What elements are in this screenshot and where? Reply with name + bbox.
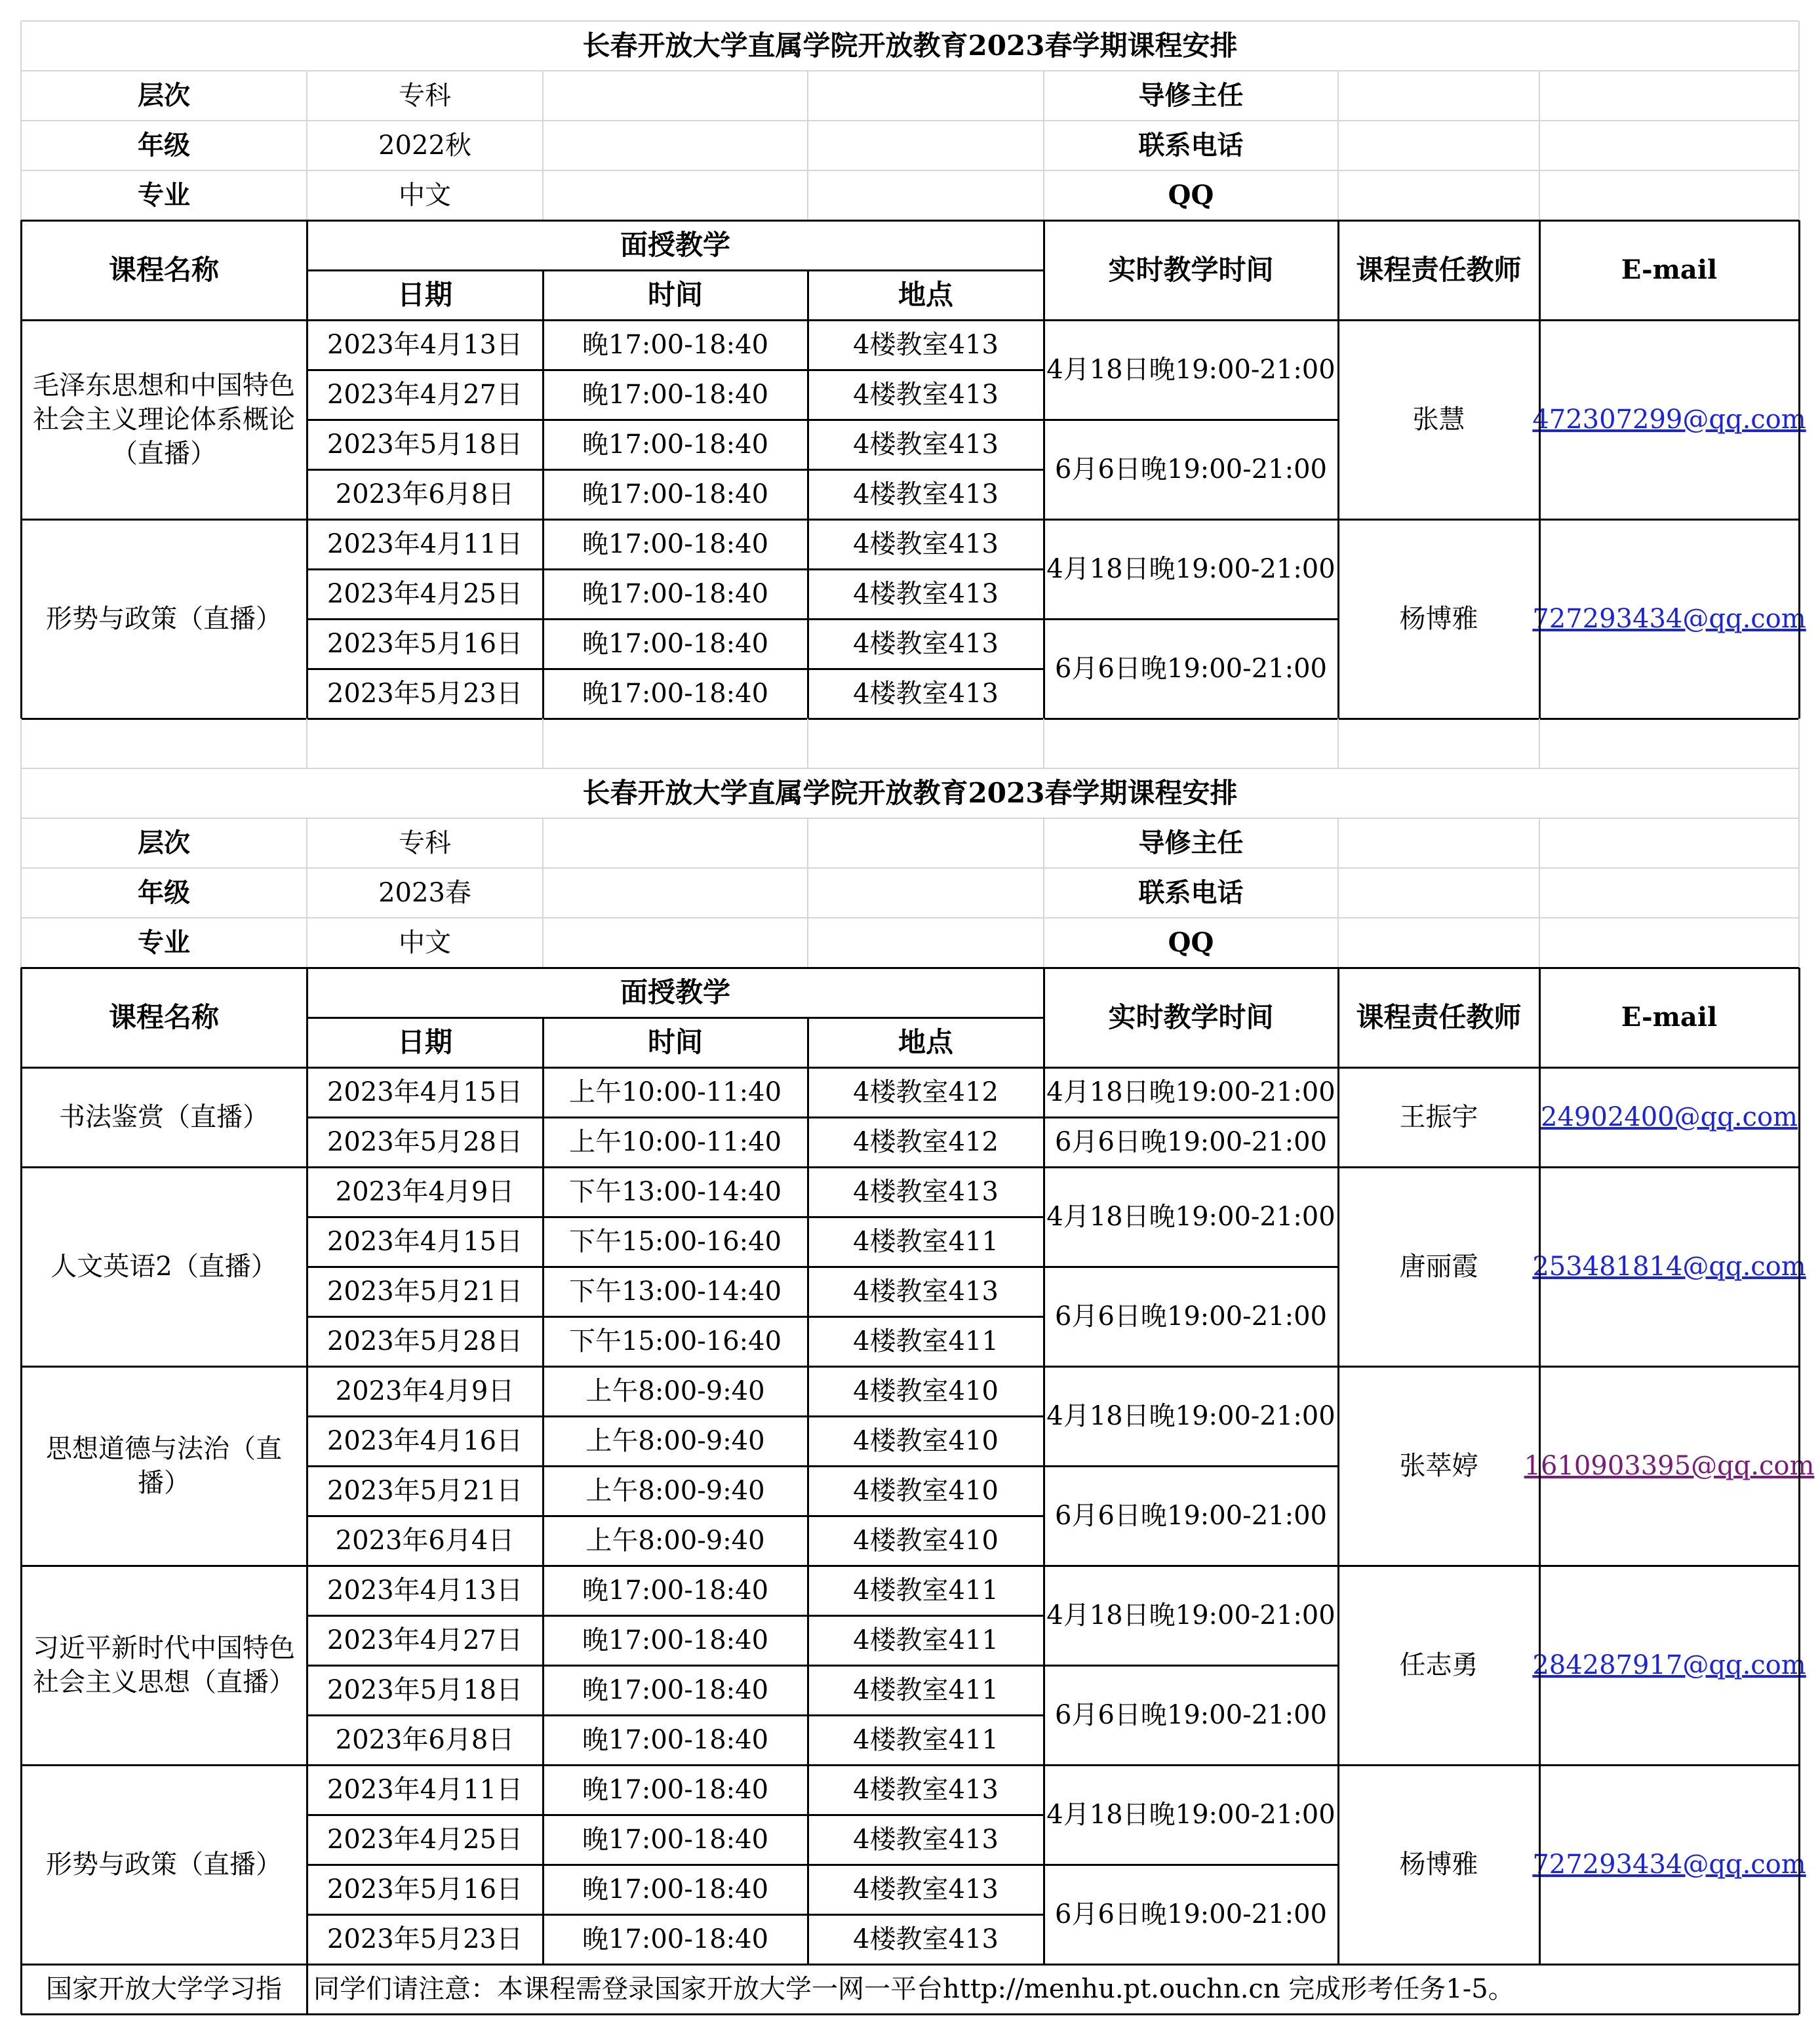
email-link[interactable]: 727293434@qq.com [1532, 604, 1806, 634]
horizontal-rule [307, 1266, 1044, 1268]
vertical-rule [1337, 1067, 1339, 1167]
horizontal-rule [1044, 1864, 1338, 1866]
session-date: 2023年4月9日 [335, 1177, 515, 1207]
horizontal-rule [1044, 1665, 1338, 1667]
vertical-rule [807, 818, 808, 968]
session-date: 2023年5月18日 [326, 429, 523, 460]
session-time: 晚17:00-18:40 [582, 1725, 769, 1755]
horizontal-rule [307, 568, 1044, 570]
session-date: 2023年6月8日 [335, 479, 515, 509]
vertical-rule [306, 519, 308, 719]
session-time: 下午13:00-14:40 [568, 1276, 782, 1307]
horizontal-rule [1044, 618, 1338, 620]
vertical-rule [20, 968, 22, 2014]
session-date: 2023年4月25日 [326, 579, 523, 609]
session-date: 2023年6月4日 [335, 1526, 515, 1556]
vertical-rule [1337, 1167, 1339, 1366]
realtime-slot: 4月18日晚19:00-21:00 [1046, 1800, 1335, 1830]
horizontal-rule [21, 1067, 1799, 1069]
course-teacher: 张慧 [1412, 405, 1465, 435]
session-date: 2023年4月13日 [326, 1575, 523, 1606]
horizontal-rule [307, 1914, 1044, 1916]
vertical-rule [807, 1765, 809, 1964]
realtime-slot: 4月18日晚19:00-21:00 [1046, 1401, 1335, 1431]
session-place: 4楼教室413 [853, 579, 999, 609]
course-email[interactable] [1532, 1765, 1806, 1964]
vertical-rule [1539, 1067, 1541, 1167]
header-date: 日期 [397, 278, 452, 311]
info-right-label: 联系电话 [1138, 130, 1244, 161]
horizontal-rule [307, 1665, 1044, 1667]
header-email: E-mail [1621, 254, 1718, 285]
info-label: 年级 [138, 130, 190, 161]
realtime-slot: 4月18日晚19:00-21:00 [1046, 355, 1335, 385]
vertical-rule [542, 1018, 544, 1067]
session-place: 4楼教室411 [853, 1326, 999, 1356]
realtime-slot: 6月6日晚19:00-21:00 [1055, 1301, 1327, 1332]
course-name: 思想道德与法治（直播） [46, 1434, 282, 1498]
session-time: 上午8:00-9:40 [585, 1426, 765, 1456]
session-date: 2023年5月16日 [326, 1874, 523, 1905]
horizontal-rule [307, 1116, 1044, 1118]
vertical-rule [306, 220, 308, 320]
session-time: 上午10:00-11:40 [568, 1077, 782, 1107]
vertical-rule [807, 1067, 809, 1167]
horizontal-rule [21, 319, 1799, 321]
session-date: 2023年6月8日 [335, 1725, 515, 1755]
session-date: 2023年4月11日 [326, 1775, 523, 1805]
session-place: 4楼教室413 [853, 1177, 999, 1207]
header-place: 地点 [898, 1025, 953, 1058]
vertical-rule [1539, 320, 1541, 519]
vertical-rule [1043, 320, 1045, 519]
vertical-rule [807, 320, 809, 519]
header-face-teaching: 面授教学 [620, 228, 730, 261]
horizontal-rule [307, 269, 1044, 271]
footer-note: 同学们请注意：本课程需登录国家开放大学一网一平台http://menhu.pt.ouchn.cn 完成形考任务1-5。 [313, 1974, 1514, 2004]
info-label: 层次 [138, 827, 190, 858]
vertical-rule [306, 1167, 308, 1366]
session-date: 2023年5月21日 [326, 1476, 523, 1506]
course-email[interactable] [1539, 1067, 1799, 1167]
header-course-name: 课程名称 [108, 253, 219, 286]
horizontal-rule [21, 220, 1799, 222]
session-place: 4楼教室413 [853, 1276, 999, 1307]
vertical-rule [306, 320, 308, 519]
session-time: 晚17:00-18:40 [582, 1924, 769, 1954]
vertical-rule [1043, 1366, 1045, 1566]
horizontal-rule [1044, 419, 1338, 421]
vertical-rule [306, 1765, 308, 1964]
vertical-rule [542, 719, 544, 768]
session-time: 上午8:00-9:40 [585, 1376, 765, 1406]
session-time: 下午15:00-16:40 [568, 1227, 782, 1257]
session-date: 2023年5月16日 [326, 629, 523, 659]
session-time: 上午8:00-9:40 [585, 1526, 765, 1556]
session-date: 2023年4月16日 [326, 1426, 523, 1456]
course-email[interactable] [1532, 519, 1806, 719]
info-right-label: QQ [1168, 927, 1214, 958]
horizontal-rule [307, 369, 1044, 371]
horizontal-rule [21, 967, 1799, 969]
horizontal-rule [1044, 1465, 1338, 1467]
session-place: 4楼教室413 [853, 1874, 999, 1905]
realtime-slot: 6月6日晚19:00-21:00 [1055, 454, 1327, 484]
session-place: 4楼教室413 [853, 679, 999, 709]
vertical-rule [807, 519, 809, 719]
course-teacher: 任志勇 [1399, 1650, 1478, 1680]
horizontal-rule [21, 519, 1799, 521]
session-date: 2023年5月23日 [326, 1924, 523, 1954]
info-value: 2023春 [378, 878, 471, 908]
session-date: 2023年5月21日 [326, 1276, 523, 1307]
vertical-rule [1798, 220, 1800, 719]
course-teacher: 王振宇 [1399, 1102, 1478, 1132]
vertical-rule [1043, 719, 1044, 768]
horizontal-rule [21, 1764, 1799, 1766]
schedule-title: 长春开放大学直属学院开放教育2023春学期课程安排 [582, 776, 1238, 809]
session-date: 2023年5月23日 [326, 679, 523, 709]
session-time: 晚17:00-18:40 [582, 1625, 769, 1655]
session-place: 4楼教室410 [853, 1476, 999, 1506]
session-time: 晚17:00-18:40 [582, 429, 769, 460]
session-time: 晚17:00-18:40 [582, 380, 769, 410]
session-date: 2023年5月18日 [326, 1675, 523, 1705]
vertical-rule [1043, 968, 1045, 1067]
vertical-rule [1539, 818, 1540, 968]
horizontal-rule [1044, 1266, 1338, 1268]
vertical-rule [1043, 220, 1045, 320]
session-date: 2023年4月9日 [335, 1376, 515, 1406]
vertical-rule [1337, 719, 1339, 768]
horizontal-rule [307, 1814, 1044, 1816]
info-value: 中文 [399, 180, 451, 210]
session-place: 4楼教室410 [853, 1426, 999, 1456]
vertical-rule [306, 1067, 308, 1167]
session-time: 晚17:00-18:40 [582, 330, 769, 360]
horizontal-rule [307, 618, 1044, 620]
session-date: 2023年5月28日 [326, 1127, 523, 1157]
vertical-rule [306, 1366, 308, 1566]
header-realtime: 实时教学时间 [1108, 253, 1274, 286]
session-place: 4楼教室411 [853, 1575, 999, 1606]
course-email[interactable] [1532, 1566, 1806, 1765]
vertical-rule [1539, 71, 1540, 220]
session-time: 上午10:00-11:40 [568, 1127, 782, 1157]
realtime-slot: 6月6日晚19:00-21:00 [1055, 1501, 1327, 1531]
realtime-slot: 4月18日晚19:00-21:00 [1046, 1600, 1335, 1630]
vertical-rule [306, 719, 307, 768]
session-time: 晚17:00-18:40 [582, 1675, 769, 1705]
vertical-rule [1337, 220, 1339, 320]
vertical-rule [807, 270, 809, 320]
horizontal-rule [21, 2013, 1799, 2015]
session-place: 4楼教室412 [853, 1127, 999, 1157]
vertical-rule [542, 270, 544, 320]
realtime-slot: 6月6日晚19:00-21:00 [1055, 1127, 1327, 1157]
session-place: 4楼教室413 [853, 330, 999, 360]
session-time: 上午8:00-9:40 [585, 1476, 765, 1506]
info-right-label: 联系电话 [1138, 877, 1244, 908]
session-place: 4楼教室413 [853, 629, 999, 659]
session-place: 4楼教室410 [853, 1526, 999, 1556]
vertical-rule [1539, 719, 1540, 768]
vertical-rule [1043, 519, 1045, 719]
session-time: 晚17:00-18:40 [582, 1775, 769, 1805]
session-date: 2023年4月15日 [326, 1077, 523, 1107]
horizontal-rule [307, 469, 1044, 471]
horizontal-rule [307, 1017, 1044, 1019]
session-place: 4楼教室413 [853, 479, 999, 509]
horizontal-rule [21, 1964, 1799, 1966]
session-place: 4楼教室411 [853, 1227, 999, 1257]
vertical-rule [1043, 1566, 1045, 1765]
vertical-rule [1798, 719, 1800, 768]
session-place: 4楼教室413 [853, 380, 999, 410]
vertical-rule [1539, 220, 1541, 320]
horizontal-rule [307, 419, 1044, 421]
info-value: 专科 [399, 828, 451, 858]
vertical-rule [542, 1765, 544, 1964]
vertical-rule [807, 1018, 809, 1067]
vertical-rule [1043, 1067, 1045, 1167]
course-email[interactable] [1524, 1366, 1815, 1566]
vertical-rule [1337, 1765, 1339, 1964]
info-label: 专业 [138, 180, 190, 210]
session-date: 2023年4月25日 [326, 1825, 523, 1855]
horizontal-rule [307, 1415, 1044, 1417]
course-name: 书法鉴赏（直播） [59, 1102, 269, 1132]
email-link[interactable]: 284287917@qq.com [1532, 1650, 1806, 1680]
session-time: 晚17:00-18:40 [582, 679, 769, 709]
vertical-rule [1539, 519, 1541, 719]
session-time: 晚17:00-18:40 [582, 1825, 769, 1855]
horizontal-rule [21, 718, 1799, 720]
info-value: 专科 [399, 81, 451, 111]
session-time: 下午15:00-16:40 [568, 1326, 782, 1356]
session-time: 晚17:00-18:40 [582, 579, 769, 609]
header-teacher: 课程责任教师 [1356, 253, 1522, 286]
email-link[interactable]: 472307299@qq.com [1532, 405, 1806, 435]
session-place: 4楼教室411 [853, 1625, 999, 1655]
header-realtime: 实时教学时间 [1108, 1000, 1274, 1033]
vertical-rule [1043, 1167, 1045, 1366]
vertical-rule [807, 1566, 809, 1765]
info-value: 中文 [399, 928, 451, 958]
vertical-rule [306, 968, 308, 1067]
vertical-rule [1337, 1566, 1339, 1765]
vertical-rule [1337, 519, 1339, 719]
header-course-name: 课程名称 [108, 1000, 219, 1033]
vertical-rule [1539, 1167, 1541, 1366]
vertical-rule [306, 1964, 308, 2014]
header-email: E-mail [1621, 1002, 1718, 1033]
info-label: 层次 [138, 80, 190, 111]
info-right-label: QQ [1168, 180, 1214, 210]
vertical-rule [542, 1366, 544, 1566]
realtime-slot: 6月6日晚19:00-21:00 [1055, 654, 1327, 684]
vertical-rule [1539, 1765, 1541, 1964]
vertical-rule [1043, 1765, 1045, 1964]
course-name: 形势与政策（直播） [46, 604, 282, 634]
vertical-rule [1337, 968, 1339, 1067]
vertical-rule [306, 1566, 308, 1765]
email-link[interactable]: 253481814@qq.com [1532, 1252, 1806, 1282]
realtime-slot: 4月18日晚19:00-21:00 [1046, 1077, 1335, 1107]
session-time: 下午13:00-14:40 [568, 1177, 782, 1207]
vertical-rule [807, 1167, 809, 1366]
vertical-rule [20, 719, 22, 768]
realtime-slot: 6月6日晚19:00-21:00 [1055, 1700, 1327, 1730]
session-date: 2023年4月13日 [326, 330, 523, 360]
horizontal-rule [307, 1316, 1044, 1318]
header-teacher: 课程责任教师 [1356, 1000, 1522, 1033]
session-time: 晚17:00-18:40 [582, 629, 769, 659]
course-name: 人文英语2（直播） [50, 1252, 277, 1282]
session-time: 晚17:00-18:40 [582, 479, 769, 509]
vertical-rule [542, 1566, 544, 1765]
course-email[interactable] [1532, 320, 1806, 519]
realtime-slot: 4月18日晚19:00-21:00 [1046, 1202, 1335, 1232]
course-teacher: 唐丽霞 [1399, 1252, 1478, 1282]
vertical-rule [1539, 1566, 1541, 1765]
horizontal-rule [307, 668, 1044, 670]
course-email[interactable] [1532, 1167, 1806, 1366]
horizontal-rule [307, 1216, 1044, 1218]
session-date: 2023年4月27日 [326, 380, 523, 410]
vertical-rule [542, 1167, 544, 1366]
session-time: 晚17:00-18:40 [582, 1874, 769, 1905]
course-name: 毛泽东思想和中国特色社会主义理论体系概论（直播） [33, 370, 295, 469]
session-place: 4楼教室413 [853, 1775, 999, 1805]
session-time: 晚17:00-18:40 [582, 529, 769, 559]
horizontal-rule [1044, 1116, 1338, 1118]
course-teacher: 杨博雅 [1399, 1849, 1478, 1880]
session-place: 4楼教室413 [853, 1825, 999, 1855]
horizontal-rule [307, 1864, 1044, 1866]
course-teacher: 张萃婷 [1399, 1451, 1478, 1481]
session-place: 4楼教室411 [853, 1675, 999, 1705]
info-label: 专业 [138, 927, 190, 958]
horizontal-rule [307, 1465, 1044, 1467]
vertical-rule [1539, 1366, 1541, 1566]
horizontal-rule [307, 1714, 1044, 1716]
vertical-rule [1798, 968, 1800, 2014]
course-teacher: 杨博雅 [1399, 604, 1478, 634]
course-name: 习近平新时代中国特色社会主义思想（直播） [33, 1633, 295, 1697]
vertical-rule [807, 71, 808, 220]
vertical-rule [1337, 1366, 1339, 1566]
course-name: 形势与政策（直播） [46, 1849, 282, 1880]
horizontal-rule [21, 1565, 1799, 1567]
session-place: 4楼教室410 [853, 1376, 999, 1406]
realtime-slot: 4月18日晚19:00-21:00 [1046, 554, 1335, 584]
vertical-rule [542, 320, 544, 519]
email-link[interactable]: 727293434@qq.com [1532, 1849, 1806, 1880]
session-place: 4楼教室411 [853, 1725, 999, 1755]
schedule-title: 长春开放大学直属学院开放教育2023春学期课程安排 [582, 29, 1238, 62]
vertical-rule [20, 220, 22, 719]
vertical-rule [542, 519, 544, 719]
session-time: 晚17:00-18:40 [582, 1575, 769, 1606]
session-date: 2023年4月11日 [326, 529, 523, 559]
header-place: 地点 [898, 278, 953, 311]
footer-label: 国家开放大学学习指 [46, 1974, 282, 2004]
horizontal-rule [21, 1166, 1799, 1168]
session-place: 4楼教室413 [853, 1924, 999, 1954]
session-date: 2023年4月27日 [326, 1625, 523, 1655]
horizontal-rule [21, 1366, 1799, 1368]
session-place: 4楼教室413 [853, 529, 999, 559]
email-link[interactable]: 1610903395@qq.com [1524, 1451, 1815, 1481]
vertical-rule [807, 1366, 809, 1566]
header-time: 时间 [647, 278, 703, 311]
info-label: 年级 [138, 877, 190, 908]
session-date: 2023年4月15日 [326, 1227, 523, 1257]
info-right-label: 导修主任 [1138, 80, 1244, 111]
realtime-slot: 6月6日晚19:00-21:00 [1055, 1899, 1327, 1929]
header-time: 时间 [647, 1025, 703, 1058]
session-date: 2023年5月28日 [326, 1326, 523, 1356]
info-right-label: 导修主任 [1138, 827, 1244, 858]
header-face-teaching: 面授教学 [620, 976, 730, 1008]
horizontal-rule [307, 1615, 1044, 1617]
header-date: 日期 [397, 1025, 452, 1058]
vertical-rule [1337, 320, 1339, 519]
vertical-rule [1539, 968, 1541, 1067]
email-link[interactable]: 24902400@qq.com [1541, 1102, 1798, 1132]
session-place: 4楼教室412 [853, 1077, 999, 1107]
info-value: 2022秋 [378, 130, 471, 161]
session-place: 4楼教室413 [853, 429, 999, 460]
vertical-rule [542, 1067, 544, 1167]
vertical-rule [807, 719, 808, 768]
horizontal-rule [307, 1515, 1044, 1517]
